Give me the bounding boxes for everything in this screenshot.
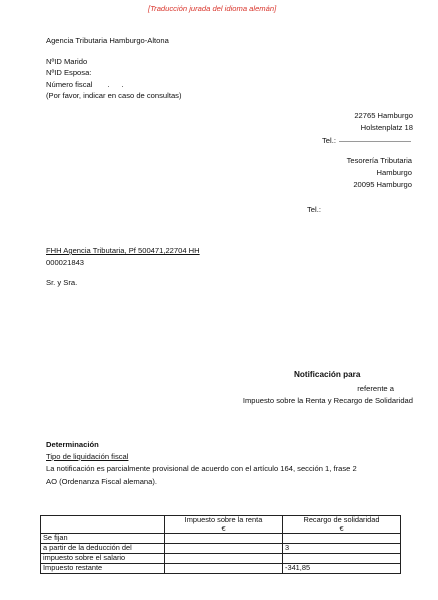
income-value — [165, 564, 283, 574]
tax-table — [40, 515, 401, 574]
treasury-tel-label: Tel.: — [307, 205, 321, 214]
table-header-empty — [41, 516, 165, 534]
table-header-row — [41, 516, 401, 534]
notification-referente: referente a — [357, 384, 394, 393]
agency-name: Agencia Tributaria Hamburgo-Altona — [46, 36, 169, 45]
row-label: a partir de la deducción del — [41, 544, 165, 554]
income-tax-header — [165, 516, 283, 534]
office-tel-label: Tel.: — [322, 136, 336, 145]
translation-note: [Traducción jurada del idioma alemán] — [148, 4, 277, 13]
office-postal: 22765 Hamburgo — [354, 111, 413, 120]
determination-text-line2: AO (Ordenanza Fiscal alemana). — [46, 477, 157, 486]
redaction-mark — [122, 86, 123, 87]
redaction-mark — [108, 86, 109, 87]
office-street: Holstenplatz 18 — [360, 123, 413, 132]
income-value — [165, 554, 283, 564]
id-husband-label: NºID Marido — [46, 57, 88, 66]
determination-text-line1: La notificación es parcialmente provisional de acuerdo con el artículo 164, sección 1, frase 2 — [46, 464, 357, 473]
income-tax-header-label: Impuesto sobre la renta — [184, 515, 263, 524]
redacted-phone — [339, 141, 411, 142]
id-wife-label: NºID Esposa: — [46, 68, 92, 77]
reference-number: 000021843 — [46, 258, 85, 267]
solidarity-currency: € — [339, 523, 344, 533]
row-label: impuesto sobre el salario — [41, 554, 165, 564]
notification-title: Notificación para — [294, 370, 361, 379]
income-value — [165, 544, 283, 554]
solidarity-value — [283, 554, 401, 564]
solidarity-header — [283, 516, 401, 534]
treasury-name: Tesorería Tributaria — [346, 156, 412, 165]
salutation: Sr. y Sra. — [46, 278, 78, 287]
notification-subject: Impuesto sobre la Renta y Recargo de Solidaridad — [242, 396, 413, 405]
solidarity-value: -341,85 — [283, 564, 401, 574]
income-tax-currency: € — [221, 523, 226, 533]
treasury-city: Hamburgo — [376, 168, 412, 177]
row-label: Se fijan — [41, 534, 165, 544]
table-row — [41, 554, 401, 564]
solidarity-value — [283, 534, 401, 544]
tax-number-note: (Por favor, indicar en caso de consultas) — [46, 91, 182, 100]
settlement-type-heading: Tipo de liquidación fiscal — [46, 452, 129, 461]
row-label: Impuesto restante — [41, 564, 165, 574]
tax-number-label: Número fiscal — [46, 80, 93, 89]
table-row — [41, 564, 401, 574]
treasury-postal: 20095 Hamburgo — [353, 180, 412, 189]
return-address-line: FHH Agencia Tributaria, Pf 500471,22704 HH — [46, 246, 200, 255]
table-row — [41, 544, 401, 554]
solidarity-value: 3 — [283, 544, 401, 554]
solidarity-header-label: Recargo de solidaridad — [303, 515, 380, 524]
table-row — [41, 534, 401, 544]
determination-heading: Determinación — [46, 440, 99, 449]
income-value — [165, 534, 283, 544]
